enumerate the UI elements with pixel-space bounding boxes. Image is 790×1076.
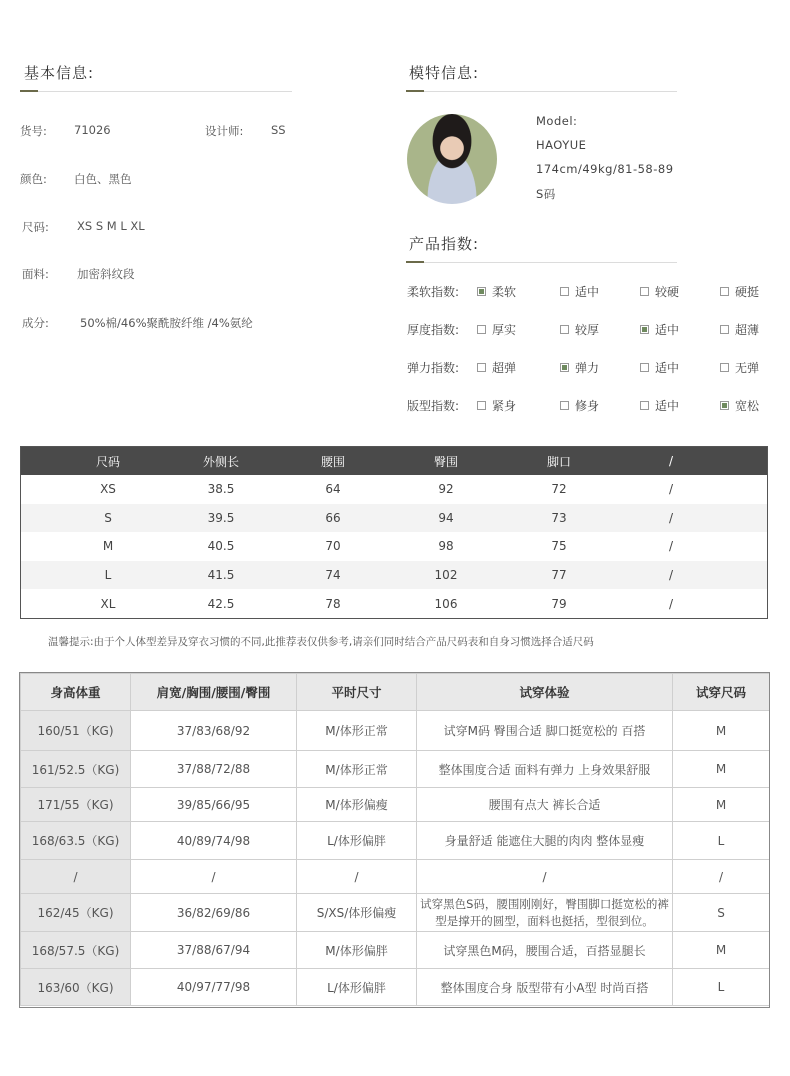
try-on-cell: S/XS/体形偏瘦	[297, 894, 417, 932]
index-option-label: 适中	[655, 361, 680, 375]
try-on-cell: /	[417, 860, 673, 894]
size-table-cell: M	[102, 539, 114, 554]
model-label: Model:	[536, 114, 578, 128]
index-option[interactable]	[560, 359, 599, 376]
index-option[interactable]	[477, 321, 516, 338]
try-on-cell: 163/60（KG)	[21, 969, 131, 1006]
fabric-value: 加密斜纹段	[77, 267, 135, 281]
try-on-header-cell: 肩宽/胸围/腰围/臀围	[131, 674, 297, 711]
size-table-cell: 39.5	[207, 510, 235, 525]
index-option[interactable]	[720, 321, 759, 338]
checkbox-icon[interactable]	[720, 287, 729, 296]
index-option[interactable]	[477, 359, 516, 376]
basic-info-divider	[20, 91, 292, 92]
checkbox-icon[interactable]	[477, 363, 486, 372]
try-on-cell: L/体形偏胖	[297, 822, 417, 860]
try-on-cell: S	[673, 894, 770, 932]
size-table-cell: 74	[325, 568, 341, 583]
try-on-row	[21, 969, 770, 1006]
try-on-header-cell: 身高体重	[21, 674, 131, 711]
checkbox-icon[interactable]	[560, 325, 569, 334]
index-option[interactable]	[560, 397, 599, 414]
try-on-row	[21, 711, 770, 751]
try-on-cell: 身量舒适 能遮住大腿的肉肉 整体显瘦	[417, 822, 673, 860]
index-row-label: 柔软指数:	[407, 285, 460, 299]
size-table-header	[21, 447, 767, 475]
sku-value: 71026	[74, 123, 111, 137]
index-option[interactable]	[720, 283, 759, 300]
checkbox-icon[interactable]	[560, 287, 569, 296]
try-on-row	[21, 751, 770, 788]
try-on-cell: L	[673, 822, 770, 860]
size-table-header-cell: 尺码	[95, 454, 121, 469]
index-option-label: 适中	[655, 399, 680, 413]
index-option[interactable]	[720, 397, 759, 414]
size-table-cell: 77	[551, 568, 567, 583]
designer-label: 设计师:	[205, 124, 244, 138]
index-option[interactable]	[640, 283, 679, 300]
index-option-label: 较硬	[655, 285, 680, 299]
try-on-cell: M	[673, 932, 770, 969]
size-table-cell: 64	[325, 482, 341, 497]
index-row-label: 版型指数:	[407, 399, 460, 413]
try-on-cell: M/体形偏瘦	[297, 788, 417, 822]
checkbox-checked-icon[interactable]	[640, 325, 649, 334]
try-on-cell: 试穿黑色M码，腰围合适，百搭显腿长	[417, 932, 673, 969]
try-on-cell: 36/82/69/86	[131, 894, 297, 932]
index-option-label: 硬挺	[735, 285, 760, 299]
checkbox-icon[interactable]	[640, 401, 649, 410]
try-on-cell: 整体围度合适 面料有弹力 上身效果舒服	[417, 751, 673, 788]
product-index-title: 产品指数:	[409, 235, 480, 253]
composition-value: 50%棉/46%聚酰胺纤维 /4%氨纶	[80, 316, 253, 330]
model-photo	[407, 114, 497, 204]
index-option-label: 紧身	[492, 399, 517, 413]
try-on-table-header	[21, 674, 770, 711]
color-value: 白色、黑色	[74, 172, 132, 186]
size-table-row	[21, 475, 767, 504]
size-table-cell: 70	[325, 539, 341, 554]
try-on-cell: 试穿黑色S码，腰围刚刚好，臀围脚口挺宽松的裤型是撑开的圆型，面料也挺括，型很到位。	[417, 894, 673, 932]
index-option-label: 宽松	[735, 399, 760, 413]
size-table	[20, 446, 768, 619]
try-on-cell: 试穿M码 臀围合适 脚口挺宽松的 百搭	[417, 711, 673, 751]
try-on-header-cell: 平时尺寸	[297, 674, 417, 711]
color-label: 颜色:	[20, 172, 47, 186]
try-on-cell: /	[131, 860, 297, 894]
try-on-cell: 168/57.5（KG)	[21, 932, 131, 969]
size-table-header-cell: 臀围	[433, 454, 459, 469]
size-table-cell: 38.5	[207, 482, 235, 497]
try-on-cell: 37/83/68/92	[131, 711, 297, 751]
try-on-cell: 37/88/67/94	[131, 932, 297, 969]
try-on-cell: 162/45（KG)	[21, 894, 131, 932]
index-option-label: 柔软	[492, 285, 517, 299]
checkbox-checked-icon[interactable]	[720, 401, 729, 410]
size-table-cell: S	[104, 510, 112, 525]
try-on-cell: 腰围有点大 裤长合适	[417, 788, 673, 822]
index-option-label: 无弹	[735, 361, 760, 375]
model-info-accent	[406, 90, 424, 92]
size-label: 尺码:	[22, 220, 49, 234]
size-table-row	[21, 589, 767, 618]
try-on-row	[21, 894, 770, 932]
try-on-cell: 37/88/72/88	[131, 751, 297, 788]
size-table-cell: 41.5	[207, 568, 235, 583]
size-table-cell: /	[668, 596, 674, 611]
size-table-header-cell: 腰围	[320, 454, 346, 469]
try-on-cell: 168/63.5（KG)	[21, 822, 131, 860]
index-option-label: 超弹	[492, 361, 517, 375]
index-option-label: 弹力	[575, 361, 600, 375]
try-on-cell: M/体形偏胖	[297, 932, 417, 969]
designer-value: SS	[271, 123, 286, 137]
product-index-divider	[406, 262, 677, 263]
index-option[interactable]	[640, 397, 679, 414]
try-on-table	[20, 673, 770, 1006]
size-table-row	[21, 532, 767, 561]
index-option-label: 修身	[575, 399, 600, 413]
try-on-cell: 40/89/74/98	[131, 822, 297, 860]
model-info-title: 模特信息:	[409, 64, 480, 82]
product-index-accent	[406, 261, 424, 263]
size-table-header-cell: /	[668, 454, 674, 468]
try-on-row	[21, 788, 770, 822]
index-option[interactable]	[560, 321, 599, 338]
checkbox-icon[interactable]	[477, 325, 486, 334]
index-option-label: 适中	[575, 285, 600, 299]
size-table-cell: 106	[434, 596, 458, 611]
basic-info-title: 基本信息:	[24, 64, 95, 82]
size-table-cell: 92	[438, 482, 454, 497]
index-option-label: 厚实	[492, 323, 517, 337]
size-table-cell: /	[668, 482, 674, 497]
index-option[interactable]	[640, 321, 679, 338]
try-on-cell: M	[673, 711, 770, 751]
try-on-header-cell: 试穿体验	[417, 674, 673, 711]
size-table-cell: 79	[551, 596, 567, 611]
try-on-cell: 171/55（KG)	[21, 788, 131, 822]
try-on-cell: M/体形正常	[297, 711, 417, 751]
size-tip: 温馨提示:由于个人体型差异及穿衣习惯的不同,此推荐表仅供参考,请亲们同时结合产品尺码表和自身习惯选择合适尺码	[48, 636, 594, 648]
size-table-cell: 73	[551, 510, 567, 525]
size-table-cell: XL	[100, 596, 116, 611]
index-option[interactable]	[477, 397, 516, 414]
composition-label: 成分:	[22, 316, 49, 330]
index-row-label: 弹力指数:	[407, 361, 460, 375]
try-on-cell: M/体形正常	[297, 751, 417, 788]
try-on-cell: 160/51（KG)	[21, 711, 131, 751]
try-on-row	[21, 860, 770, 894]
size-table-header-cell: 外侧长	[202, 454, 240, 469]
index-option-label: 适中	[655, 323, 680, 337]
try-on-cell: L	[673, 969, 770, 1006]
try-on-cell: 39/85/66/95	[131, 788, 297, 822]
index-option[interactable]	[640, 359, 679, 376]
index-option[interactable]	[720, 359, 759, 376]
try-on-row	[21, 822, 770, 860]
try-on-cell: M	[673, 788, 770, 822]
try-on-cell: L/体形偏胖	[297, 969, 417, 1006]
model-info-divider	[406, 91, 677, 92]
size-table-cell: 66	[325, 510, 341, 525]
try-on-cell: M	[673, 751, 770, 788]
checkbox-icon[interactable]	[720, 363, 729, 372]
index-option[interactable]	[560, 283, 599, 300]
size-table-cell: 78	[325, 596, 341, 611]
try-on-cell: /	[673, 860, 770, 894]
index-option[interactable]	[477, 283, 516, 300]
size-table-cell: 40.5	[207, 539, 235, 554]
index-option-label: 较厚	[575, 323, 600, 337]
size-table-header-cell: 脚口	[546, 454, 572, 469]
checkbox-icon[interactable]	[477, 401, 486, 410]
size-table-cell: L	[104, 568, 112, 583]
size-table-cell: 72	[551, 482, 567, 497]
size-table-cell: 75	[551, 539, 567, 554]
try-on-cell: /	[21, 860, 131, 894]
try-on-cell: 161/52.5（KG)	[21, 751, 131, 788]
size-table-row	[21, 561, 767, 590]
checkbox-checked-icon[interactable]	[477, 287, 486, 296]
try-on-cell: 40/97/77/98	[131, 969, 297, 1006]
size-table-cell: /	[668, 510, 674, 525]
checkbox-icon[interactable]	[640, 363, 649, 372]
size-table-body	[21, 475, 767, 618]
basic-info-accent	[20, 90, 38, 92]
checkbox-icon[interactable]	[560, 401, 569, 410]
size-table-cell: /	[668, 568, 674, 583]
sku-label: 货号:	[20, 124, 47, 138]
model-measurements: 174cm/49kg/81-58-89	[536, 162, 674, 176]
try-on-row	[21, 932, 770, 969]
size-table-cell: 94	[438, 510, 454, 525]
size-table-row	[21, 504, 767, 533]
size-table-cell: 42.5	[207, 596, 235, 611]
size-table-cell: 98	[438, 539, 454, 554]
model-name: HAOYUE	[536, 138, 587, 152]
index-row-label: 厚度指数:	[407, 323, 460, 337]
try-on-cell: /	[297, 860, 417, 894]
try-on-table-body	[21, 711, 770, 1006]
try-on-cell: 整体围度合身 版型带有小A型 时尚百搭	[417, 969, 673, 1006]
checkbox-icon[interactable]	[720, 325, 729, 334]
size-table-cell: /	[668, 539, 674, 554]
try-on-header-cell: 试穿尺码	[673, 674, 770, 711]
fabric-label: 面料:	[22, 267, 49, 281]
index-option-label: 超薄	[735, 323, 760, 337]
model-size: S码	[536, 187, 556, 201]
size-value: XS S M L XL	[77, 219, 145, 233]
size-table-cell: XS	[100, 482, 116, 497]
size-table-cell: 102	[434, 568, 458, 583]
checkbox-checked-icon[interactable]	[560, 363, 569, 372]
checkbox-icon[interactable]	[640, 287, 649, 296]
